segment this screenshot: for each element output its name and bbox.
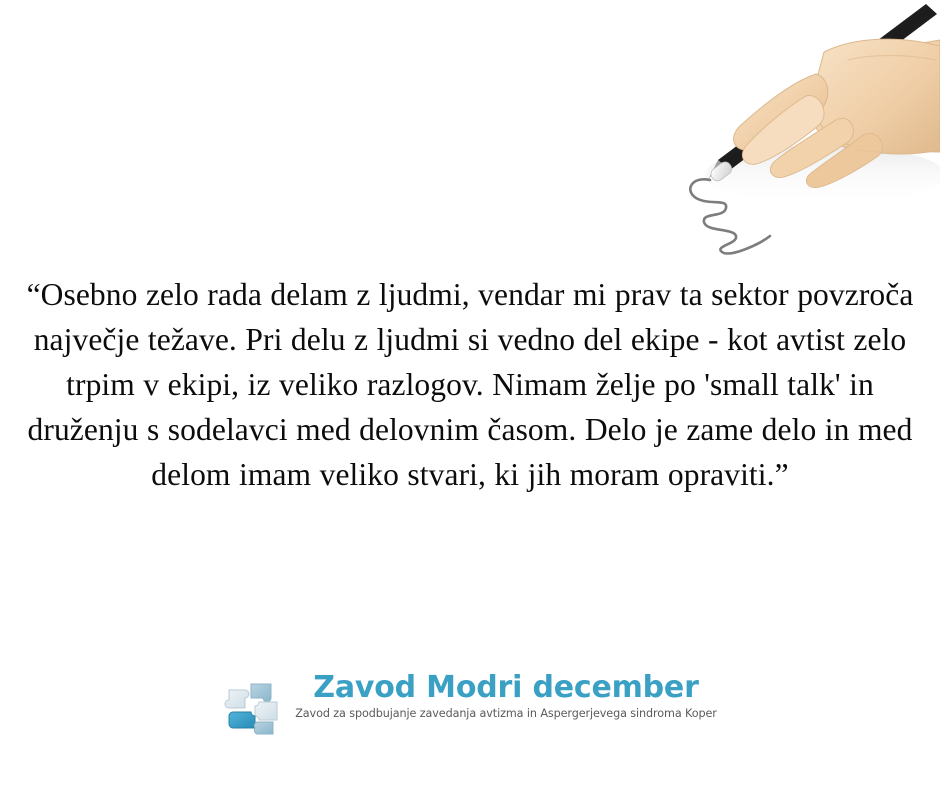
quote-block — [8, 272, 932, 497]
logo-subtitle: Zavod za spodbujanje zavedanja avtizma in Aspergerjevega sindroma Koper — [295, 706, 717, 720]
hand-holding-pen-illustration — [610, 0, 940, 270]
puzzle-pieces-icon — [223, 680, 285, 738]
quote-text: “Osebno zelo rada delam z ljudmi, vendar mi prav ta sektor povzroča največje težave. Pri delu z ljudmi si vedno del ekipe - kot avtist zelo trpim v ekipi, iz veliko razlogov. Nimam želje po 'small talk' in druženju s sodelavci med delovnim časom. Delo je zame delo in med delom imam veliko stvari, ki jih moram opraviti.” — [26, 277, 914, 493]
organization-logo — [0, 672, 940, 738]
logo-title: Zavod Modri december — [313, 670, 699, 705]
